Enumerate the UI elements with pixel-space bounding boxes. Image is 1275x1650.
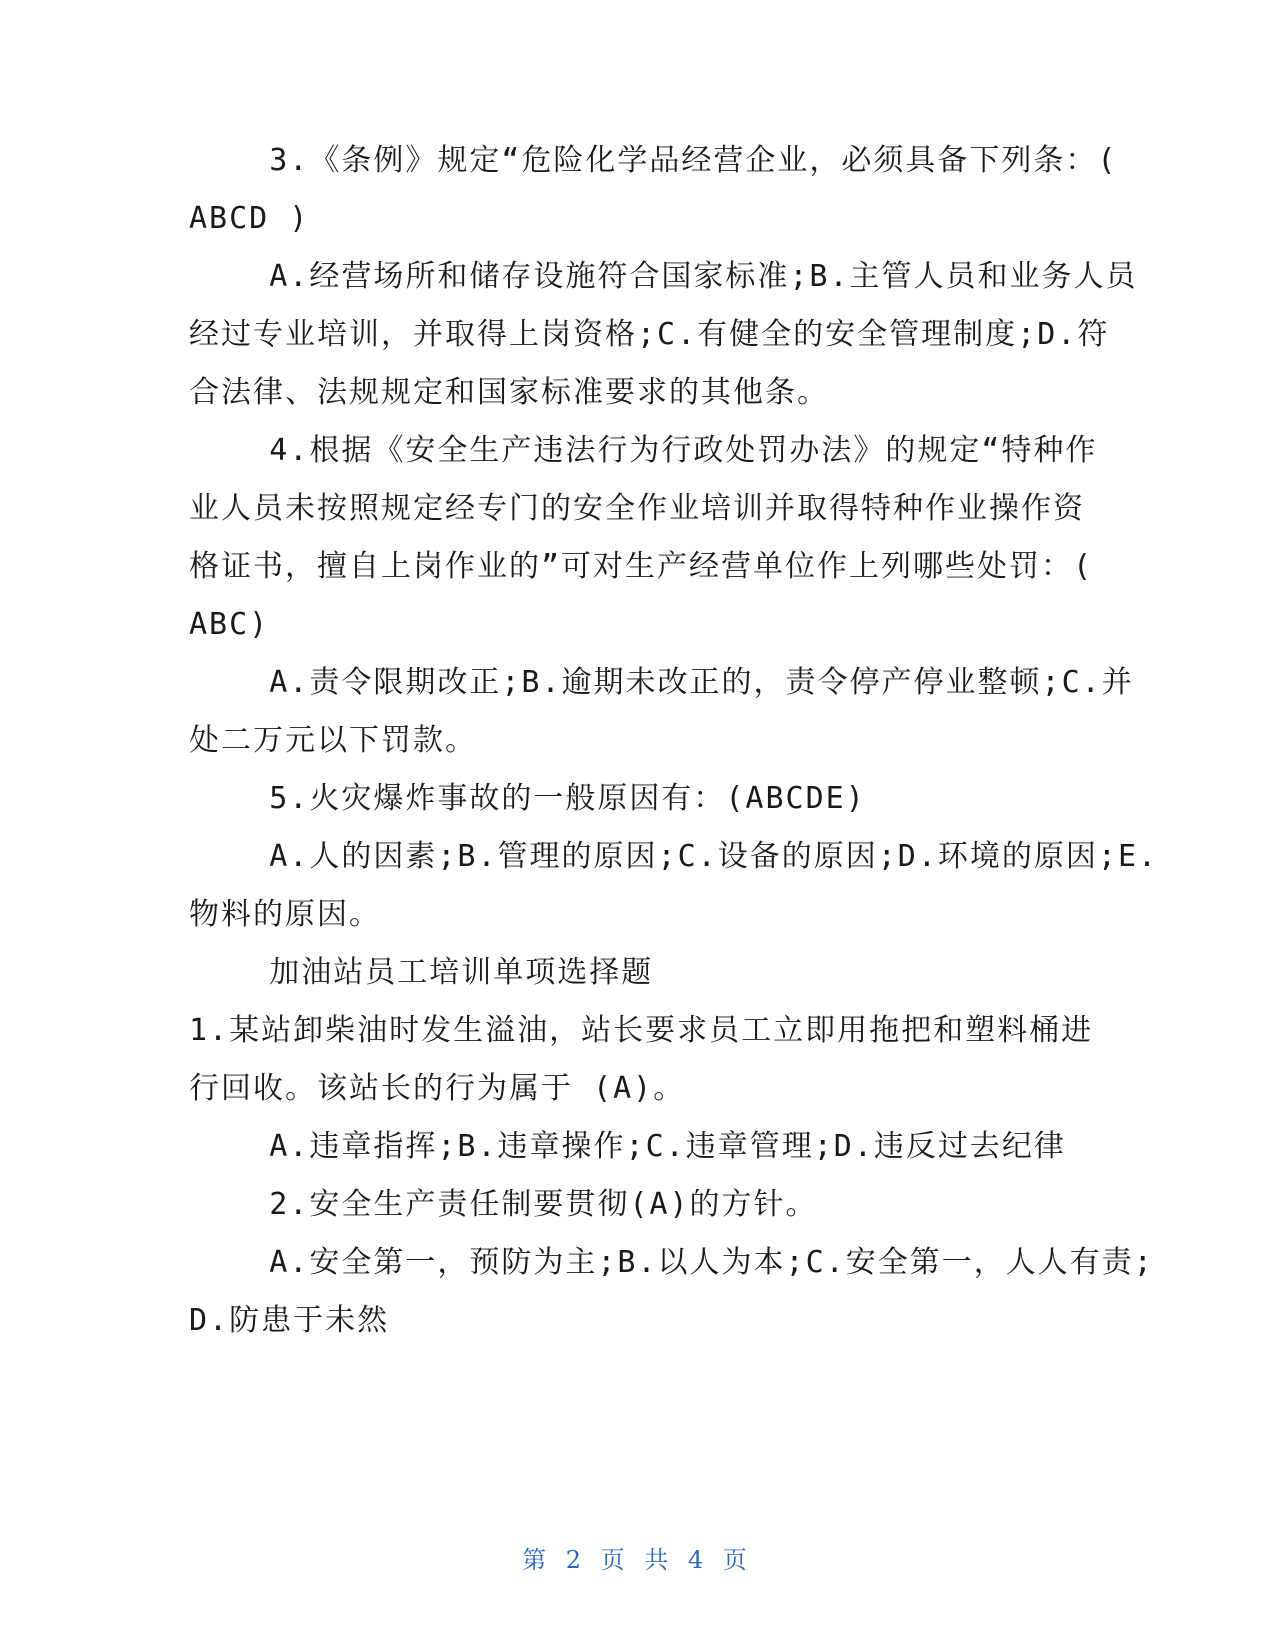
text-line: 2.安全生产责任制要贯彻(A)的方针。	[189, 1187, 818, 1222]
text-line: A.责令限期改正;B.逾期未改正的，责令停产停业整顿;C.并	[189, 665, 1134, 700]
text-line: 经过专业培训，并取得上岗资格;C.有健全的安全管理制度;D.符	[189, 317, 1110, 352]
text-line: 处二万元以下罚款。	[189, 723, 477, 758]
text-line: ABCD )	[189, 201, 310, 236]
text-line: 3.《条例》规定“危险化学品经营企业，必须具备下列条：(	[189, 143, 1118, 178]
text-line: 1.某站卸柴油时发生溢油，站长要求员工立即用拖把和塑料桶进	[189, 1013, 1094, 1048]
text-line: 物料的原因。	[189, 897, 381, 932]
page-number-footer: 第 2 页 共 4 页	[522, 1546, 753, 1574]
text-line: ABC)	[189, 607, 270, 642]
text-line: 合法律、法规规定和国家标准要求的其他条。	[189, 375, 829, 410]
text-line: A.违章指挥;B.违章操作;C.违章管理;D.违反过去纪律	[189, 1129, 1066, 1164]
text-line: 5.火灾爆炸事故的一般原因有：(ABCDE)	[189, 781, 866, 816]
section-heading: 加油站员工培训单项选择题	[189, 955, 654, 990]
text-line: 4.根据《安全生产违法行为行政处罚办法》的规定“特种作	[189, 433, 1098, 468]
text-line: 格证书，擅自上岗作业的”可对生产经营单位作上列哪些处罚：(	[189, 549, 1094, 584]
text-line: 业人员未按照规定经专门的安全作业培训并取得特种作业操作资	[189, 491, 1085, 526]
text-line: A.人的因素;B.管理的原因;C.设备的原因;D.环境的原因;E.	[189, 839, 1159, 874]
text-line: 行回收。该站长的行为属于 (A)。	[189, 1071, 686, 1106]
text-line: D.防患于未然	[189, 1303, 390, 1338]
text-line: A.安全第一，预防为主;B.以人为本;C.安全第一，人人有责;	[189, 1245, 1154, 1280]
text-line: A.经营场所和储存设施符合国家标准;B.主管人员和业务人员	[189, 259, 1138, 294]
